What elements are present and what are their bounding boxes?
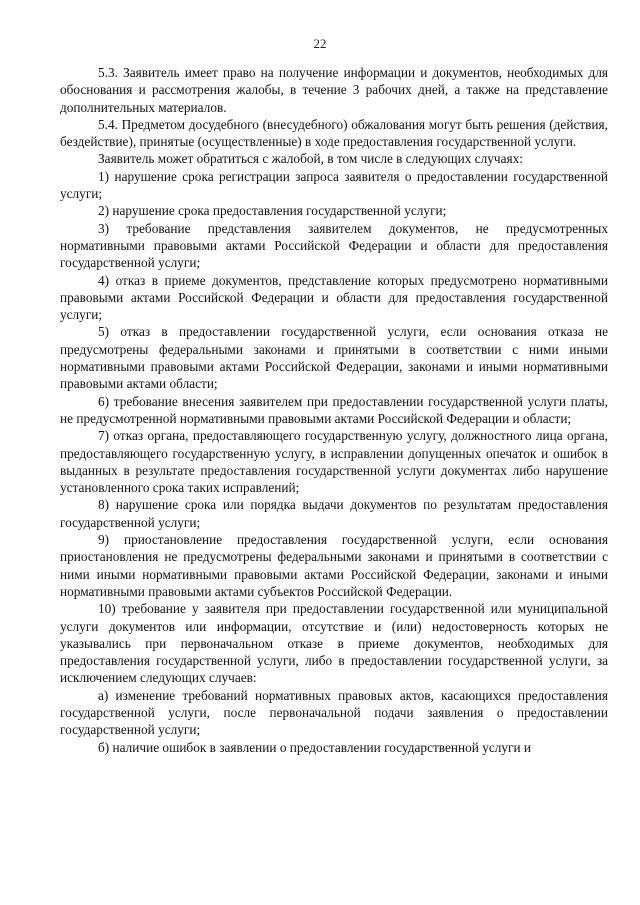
list-item-2: 2) нарушение срока предоставления государственной услуги; [98, 203, 447, 219]
paragraph-5-3: 5.3. Заявитель имеет право на получение информации и документов, необходимых для обоснования и рассмотрения жалобы, в течение 3 рабочих дней, а также на представление дополнительных материалов. [60, 65, 608, 115]
paragraph-cases-intro: Заявитель может обратиться с жалобой, в том числе в следующих случаях: [98, 151, 523, 167]
list-item-4: 4) отказ в приеме документов, представление которых предусмотрено нормативными правовыми актами Российской Федерации и области для предоставления государственной услуги; [60, 272, 608, 323]
list-item-9: 9) приостановление предоставления государственной услуги, если основания приостановления не предусмотрены федеральными законами и принятыми в соответствии с ними иными нормативными правовыми актами Российской Федерации, законами и иными нормативными правовыми актами субъектов Российской Федерации. [60, 532, 608, 599]
page-number: 22 [313, 36, 327, 51]
paragraph-5-4: 5.4. Предметом досудебного (внесудебного) обжалования могут быть решения (действия, бездействие), принятые (осуществленные) в ходе предоставления государственной услуги. [60, 116, 608, 150]
document-body [60, 64, 608, 756]
list-item-10: 10) требование у заявителя при предоставлении государственной или муниципальной услуги документов или информации, отсутствие и (или) недостоверность которых не указывались при первоначальном отказе в приеме документов, необходимых для предоставления государственной услуги, либо в предоставлении государственной услуги, за исключением следующих случаев: [60, 601, 608, 686]
list-item-5: 5) отказ в предоставлении государственной услуги, если основания отказа не предусмотрены федеральными законами и принятыми в соответствии с ними иными нормативными правовыми актами Российской Федерации, законами и иными нормативными правовыми актами области; [60, 324, 608, 392]
list-item-1: 1) нарушение срока регистрации запроса заявителя о предоставлении государственной услуги; [60, 168, 608, 202]
list-item-7: 7) отказ органа, предоставляющего государственную услугу, должностного лица органа, предоставляющего государственную услугу, в исправлении допущенных опечаток и ошибок в выданных в результате предоставления государственной услуги документах либо нарушение установленного срока таких исправлений; [60, 428, 608, 496]
list-item-6: 6) требование внесения заявителем при предоставлении государственной услуги платы, не предусмотренной нормативными правовыми актами Российской Федерации и области; [60, 393, 608, 426]
sub-item-a: а) изменение требований нормативных правовых актов, касающихся предоставления государственной услуги, после первоначальной подачи заявления о предоставлении государственной услуги; [60, 687, 608, 738]
list-item-3: 3) требование представления заявителем документов, не предусмотренных нормативными правовыми актами Российской Федерации и области для предоставления государственной услуги; [60, 220, 608, 271]
list-item-8: 8) нарушение срока или порядка выдачи документов по результатам предоставления государственной услуги; [60, 497, 608, 530]
sub-item-b: б) наличие ошибок в заявлении о предоставлении государственной услуги и [98, 739, 532, 755]
